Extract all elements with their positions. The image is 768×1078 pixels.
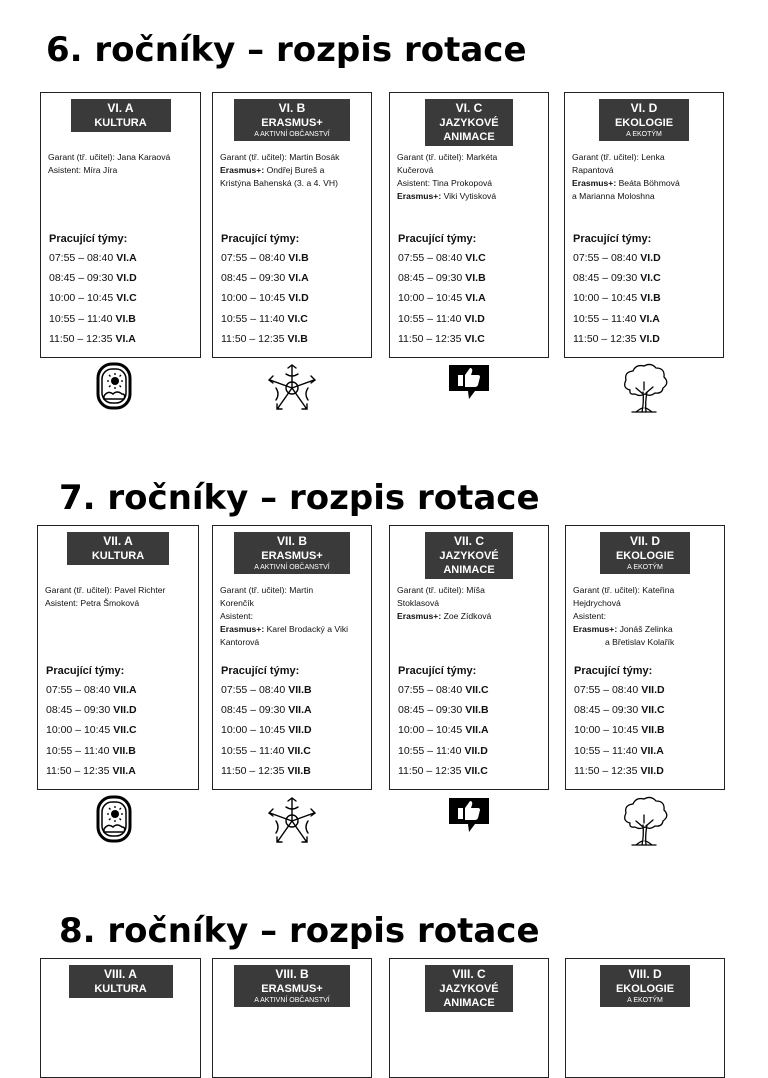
hands-unity-icon [264, 362, 320, 414]
class-card [212, 958, 372, 1078]
time-slot-time: 07:55 – 08:40 [221, 684, 286, 696]
time-slot-time: 11:50 – 12:35 [221, 332, 285, 345]
staff-info [220, 151, 366, 190]
staff-text: Kučerová [397, 165, 434, 175]
time-slot-time: 10:00 – 10:45 [398, 292, 463, 305]
time-slot-time: 11:50 – 12:35 [574, 764, 638, 777]
class-card [565, 958, 725, 1078]
class-label-name: VII. B [276, 534, 307, 548]
staff-line [220, 636, 366, 649]
class-card [212, 525, 372, 790]
time-slot-row [49, 309, 137, 329]
class-label-topic: ANIMACE [443, 564, 495, 576]
class-card [40, 92, 201, 358]
section-title: 7. ročníky – rozpis rotace [59, 478, 540, 518]
time-slot-time: 10:55 – 11:40 [221, 312, 285, 325]
staff-role: Erasmus+: [220, 624, 265, 634]
staff-text: Garant (tř. učitel): Lenka [572, 152, 665, 162]
class-label-subtitle: A EKOTÝM [626, 131, 662, 138]
time-slot-row [398, 761, 489, 781]
time-slot-class: VI.A [465, 292, 486, 305]
staff-text: Stoklasová [397, 598, 440, 608]
class-label-name: VI. D [630, 101, 658, 115]
class-label-name: VI. A [107, 101, 134, 115]
time-slot-class: VII.B [641, 724, 665, 737]
time-slot-time: 10:55 – 11:40 [221, 744, 285, 757]
class-label-name: VIII. D [628, 967, 662, 981]
staff-line [45, 597, 193, 610]
hands-unity-icon [264, 795, 320, 847]
class-label-name: VIII. C [452, 967, 486, 981]
staff-text: Korenčík [220, 598, 254, 608]
class-label-subtitle: A EKOTÝM [627, 997, 663, 1004]
staff-role: Erasmus+: [397, 191, 442, 201]
staff-line [397, 164, 543, 177]
class-label-topic: ERASMUS+ [261, 117, 323, 129]
time-slot-row [398, 720, 489, 740]
time-slot-class: VI.A [288, 272, 309, 285]
time-slot-row [46, 741, 137, 761]
time-slot-row [398, 680, 489, 700]
section-title: 8. ročníky – rozpis rotace [59, 911, 540, 951]
time-slot-row [573, 309, 661, 329]
teams-heading: Pracující týmy: [49, 233, 128, 245]
staff-line [45, 584, 193, 597]
time-slot-class: VII.C [641, 704, 665, 717]
class-label-topic: ERASMUS+ [261, 983, 323, 995]
class-label [599, 99, 689, 141]
time-slot-class: VII.A [113, 684, 137, 696]
culture-icon [96, 795, 132, 843]
class-card [389, 958, 549, 1078]
class-label [425, 965, 513, 1012]
culture-icon-wrapper [96, 795, 132, 847]
tree-icon [620, 795, 668, 847]
staff-line [397, 584, 543, 597]
thumbs-up-speech-icon-wrapper [446, 795, 492, 839]
teams-heading: Pracující týmy: [221, 665, 300, 677]
staff-line [397, 610, 543, 623]
time-slot-class: VI.A [115, 332, 136, 345]
class-label-name: VIII. B [275, 967, 309, 981]
staff-info [572, 151, 718, 203]
time-slot-row [398, 309, 486, 329]
staff-line [220, 177, 366, 190]
time-slots [49, 248, 137, 349]
time-slot-row [398, 741, 489, 761]
time-slot-class: VI.C [116, 292, 137, 305]
staff-text: Garant (tř. učitel): Míša [397, 585, 485, 595]
time-slot-time: 10:00 – 10:45 [573, 292, 638, 305]
time-slot-class: VI.A [639, 312, 660, 325]
class-label [234, 965, 350, 1007]
staff-line [573, 623, 719, 636]
staff-line [573, 636, 719, 649]
class-label [71, 99, 171, 132]
staff-line [572, 190, 718, 203]
time-slot-row [221, 680, 312, 700]
time-slot-class: VII.B [287, 764, 311, 777]
time-slot-row [221, 288, 309, 308]
staff-line [573, 610, 719, 623]
time-slot-time: 10:00 – 10:45 [46, 724, 111, 737]
time-slot-row [49, 329, 137, 349]
staff-text: Asistent: Tina Prokopová [397, 178, 493, 188]
staff-line [220, 164, 366, 177]
class-label-name: VIII. A [104, 967, 137, 981]
time-slot-row [574, 761, 665, 781]
teams-heading: Pracující týmy: [398, 665, 477, 677]
time-slot-time: 11:50 – 12:35 [221, 764, 285, 777]
class-label-topic: JAZYKOVÉ [439, 983, 499, 995]
staff-text: Jonáš Zelinka [617, 624, 673, 634]
time-slot-time: 10:55 – 11:40 [398, 744, 462, 757]
time-slots [398, 680, 489, 781]
staff-line [220, 584, 366, 597]
time-slot-class: VI.B [115, 312, 136, 325]
time-slot-row [221, 248, 309, 268]
time-slot-class: VII.A [465, 724, 489, 737]
time-slots [574, 680, 665, 781]
time-slot-class: VII.B [112, 744, 136, 757]
time-slot-class: VI.D [116, 272, 137, 285]
time-slot-time: 10:55 – 11:40 [574, 744, 638, 757]
staff-text: Asistent: Míra Jíra [48, 165, 118, 175]
staff-line [397, 190, 543, 203]
time-slot-row [574, 720, 665, 740]
time-slot-class: VII.B [465, 704, 489, 717]
time-slot-class: VI.A [116, 252, 137, 264]
time-slot-time: 08:45 – 09:30 [49, 272, 114, 285]
time-slot-time: 08:45 – 09:30 [573, 272, 638, 285]
staff-line [220, 610, 366, 623]
time-slot-time: 07:55 – 08:40 [573, 252, 638, 264]
staff-line [48, 164, 195, 177]
staff-text: Hejdrychová [573, 598, 621, 608]
staff-text: Garant (tř. učitel): Martin [220, 585, 314, 595]
staff-line [397, 177, 543, 190]
time-slot-class: VII.C [464, 764, 488, 777]
class-label [425, 532, 513, 579]
staff-text: Karel Brodacký a Viki [264, 624, 349, 634]
time-slot-row [573, 248, 661, 268]
staff-info [573, 584, 719, 649]
staff-text: a Marianna Moloshna [572, 191, 655, 201]
time-slot-time: 11:50 – 12:35 [46, 764, 110, 777]
class-card [564, 92, 724, 358]
time-slot-time: 07:55 – 08:40 [46, 684, 111, 696]
time-slot-time: 07:55 – 08:40 [221, 252, 286, 264]
class-label-topic: JAZYKOVÉ [439, 117, 499, 129]
time-slot-row [49, 268, 137, 288]
time-slots [398, 248, 486, 349]
staff-line [220, 597, 366, 610]
staff-line [572, 177, 718, 190]
class-label [425, 99, 513, 146]
staff-role: Erasmus+: [573, 624, 618, 634]
staff-info [220, 584, 366, 649]
staff-role: Erasmus+: [397, 611, 442, 621]
staff-role: Erasmus+: [220, 165, 265, 175]
tree-icon-wrapper [620, 795, 668, 851]
time-slots [221, 248, 309, 349]
time-slot-time: 08:45 – 09:30 [221, 704, 286, 717]
time-slot-class: VI.D [639, 332, 660, 345]
time-slot-time: 10:55 – 11:40 [49, 312, 113, 325]
staff-line [573, 584, 719, 597]
time-slot-row [221, 268, 309, 288]
staff-text: Asistent: [220, 611, 253, 621]
class-label-topic: ANIMACE [443, 997, 495, 1009]
time-slot-class: VII.C [287, 744, 311, 757]
time-slot-time: 11:50 – 12:35 [398, 332, 462, 345]
time-slot-time: 07:55 – 08:40 [574, 684, 639, 696]
time-slot-row [221, 309, 309, 329]
time-slot-class: VI.C [640, 272, 661, 285]
time-slot-time: 11:50 – 12:35 [398, 764, 462, 777]
time-slot-row [398, 329, 486, 349]
tree-icon-wrapper [620, 362, 668, 418]
time-slot-row [574, 741, 665, 761]
time-slot-class: VI.C [287, 312, 308, 325]
staff-line [48, 151, 195, 164]
time-slot-time: 08:45 – 09:30 [398, 704, 463, 717]
class-label-topic: KULTURA [94, 117, 147, 129]
time-slot-class: VI.B [640, 292, 661, 305]
time-slot-class: VII.D [288, 724, 312, 737]
class-label [67, 532, 169, 565]
time-slot-time: 07:55 – 08:40 [398, 252, 463, 264]
staff-info [397, 584, 543, 623]
time-slot-row [46, 761, 137, 781]
time-slot-class: VI.B [465, 272, 486, 285]
class-label-topic: EKOLOGIE [614, 117, 674, 129]
time-slot-row [46, 700, 137, 720]
class-label-name: VII. C [453, 534, 484, 548]
staff-text: Rapantová [572, 165, 614, 175]
staff-line [397, 151, 543, 164]
time-slot-row [221, 329, 309, 349]
time-slot-row [49, 248, 137, 268]
staff-text: Garant (tř. učitel): Martin Bosák [220, 152, 340, 162]
class-label-topic: ERASMUS+ [261, 550, 323, 562]
class-card [565, 525, 725, 790]
time-slot-class: VI.D [640, 252, 661, 264]
time-slot-time: 10:00 – 10:45 [49, 292, 114, 305]
class-card [389, 92, 549, 358]
time-slots [573, 248, 661, 349]
class-label-name: VII. D [629, 534, 660, 548]
time-slot-time: 10:55 – 11:40 [398, 312, 462, 325]
time-slot-row [221, 700, 312, 720]
class-label [600, 965, 690, 1007]
teams-heading: Pracující týmy: [574, 665, 653, 677]
time-slot-class: VII.B [288, 684, 312, 696]
staff-line [573, 597, 719, 610]
class-label-topic: JAZYKOVÉ [439, 550, 499, 562]
class-label-name: VI. C [455, 101, 483, 115]
time-slot-row [46, 720, 137, 740]
time-slot-row [398, 700, 489, 720]
class-label-subtitle: A AKTIVNÍ OBČANSTVÍ [254, 131, 330, 138]
teams-heading: Pracující týmy: [573, 233, 652, 245]
time-slot-time: 08:45 – 09:30 [221, 272, 286, 285]
staff-text: a Břetislav Kolařík [605, 637, 675, 647]
time-slot-row [574, 700, 665, 720]
time-slot-time: 10:00 – 10:45 [574, 724, 639, 737]
class-label-topic: KULTURA [94, 983, 147, 995]
time-slot-time: 10:55 – 11:40 [573, 312, 637, 325]
time-slot-row [574, 680, 665, 700]
time-slot-row [398, 268, 486, 288]
class-card [389, 525, 549, 790]
time-slot-time: 10:00 – 10:45 [221, 292, 286, 305]
class-label-subtitle: A AKTIVNÍ OBČANSTVÍ [254, 997, 330, 1004]
time-slot-class: VII.C [465, 684, 489, 696]
time-slot-class: VI.B [287, 332, 308, 345]
class-label-topic: KULTURA [91, 550, 145, 562]
time-slot-time: 07:55 – 08:40 [49, 252, 114, 264]
class-label-subtitle: A EKOTÝM [627, 564, 663, 571]
class-label-name: VII. A [103, 534, 133, 548]
time-slot-class: VI.D [288, 292, 309, 305]
section-title: 6. ročníky – rozpis rotace [46, 30, 527, 70]
time-slot-class: VII.D [464, 744, 488, 757]
class-card [37, 525, 199, 790]
staff-text: Garant (tř. učitel): Jana Karaová [48, 152, 171, 162]
class-label-topic: EKOLOGIE [615, 983, 675, 995]
time-slot-row [221, 720, 312, 740]
time-slot-time: 10:00 – 10:45 [398, 724, 463, 737]
class-card [40, 958, 201, 1078]
time-slots [46, 680, 137, 781]
staff-text: Beáta Böhmová [616, 178, 680, 188]
culture-icon [96, 362, 132, 410]
time-slot-row [573, 288, 661, 308]
time-slot-class: VI.C [464, 332, 485, 345]
hands-unity-icon-wrapper [264, 362, 320, 418]
time-slot-time: 10:55 – 11:40 [46, 744, 110, 757]
time-slot-row [49, 288, 137, 308]
staff-text: Ondřej Bureš a [264, 165, 325, 175]
staff-line [397, 597, 543, 610]
thumbs-up-speech-icon [446, 795, 492, 835]
class-label-topic: ANIMACE [443, 131, 495, 143]
culture-icon-wrapper [96, 362, 132, 414]
staff-text: Kantorová [220, 637, 260, 647]
time-slot-class: VI.B [288, 252, 309, 264]
staff-info [45, 584, 193, 610]
time-slot-row [573, 268, 661, 288]
teams-heading: Pracující týmy: [398, 233, 477, 245]
hands-unity-icon-wrapper [264, 795, 320, 851]
staff-text: Garant (tř. učitel): Kateřina [573, 585, 675, 595]
staff-text: Asistent: Petra Šmoková [45, 598, 140, 608]
tree-icon [620, 362, 668, 414]
time-slot-row [573, 329, 661, 349]
time-slot-time: 11:50 – 12:35 [573, 332, 637, 345]
class-label [234, 532, 350, 574]
time-slot-time: 08:45 – 09:30 [398, 272, 463, 285]
thumbs-up-speech-icon [446, 362, 492, 402]
class-label-subtitle: A AKTIVNÍ OBČANSTVÍ [254, 564, 330, 571]
staff-text: Garant (tř. učitel): Pavel Richter [45, 585, 166, 595]
time-slot-class: VI.C [465, 252, 486, 264]
teams-heading: Pracující týmy: [221, 233, 300, 245]
class-card [212, 92, 372, 358]
time-slot-class: VII.A [640, 744, 664, 757]
class-label-name: VI. B [278, 101, 306, 115]
time-slot-row [221, 761, 312, 781]
time-slot-row [46, 680, 137, 700]
time-slot-class: VII.C [113, 724, 137, 737]
class-label [234, 99, 350, 141]
time-slot-class: VII.A [288, 704, 312, 717]
thumbs-up-speech-icon-wrapper [446, 362, 492, 406]
time-slots [221, 680, 312, 781]
time-slot-time: 07:55 – 08:40 [398, 684, 463, 696]
staff-text: Viki Vytisková [441, 191, 497, 201]
time-slot-row [398, 288, 486, 308]
time-slot-class: VII.D [113, 704, 137, 717]
staff-info [397, 151, 543, 203]
staff-line [220, 151, 366, 164]
class-label-topic: EKOLOGIE [615, 550, 675, 562]
time-slot-class: VII.A [112, 764, 136, 777]
time-slot-time: 11:50 – 12:35 [49, 332, 113, 345]
staff-text: Kristýna Bahenská (3. a 4. VH) [220, 178, 338, 188]
time-slot-row [398, 248, 486, 268]
time-slot-time: 08:45 – 09:30 [46, 704, 111, 717]
staff-text: Zoe Zídková [441, 611, 492, 621]
time-slot-class: VI.D [464, 312, 485, 325]
staff-role: Erasmus+: [572, 178, 617, 188]
staff-line [572, 151, 718, 164]
staff-line [572, 164, 718, 177]
staff-info [48, 151, 195, 177]
time-slot-time: 10:00 – 10:45 [221, 724, 286, 737]
staff-text: Garant (tř. učitel): Markéta [397, 152, 498, 162]
staff-line [220, 623, 366, 636]
teams-heading: Pracující týmy: [46, 665, 125, 677]
class-label [600, 532, 690, 574]
time-slot-class: VII.D [640, 764, 664, 777]
time-slot-row [221, 741, 312, 761]
time-slot-time: 08:45 – 09:30 [574, 704, 639, 717]
class-label [69, 965, 173, 998]
time-slot-class: VII.D [641, 684, 665, 696]
staff-text: Asistent: [573, 611, 606, 621]
